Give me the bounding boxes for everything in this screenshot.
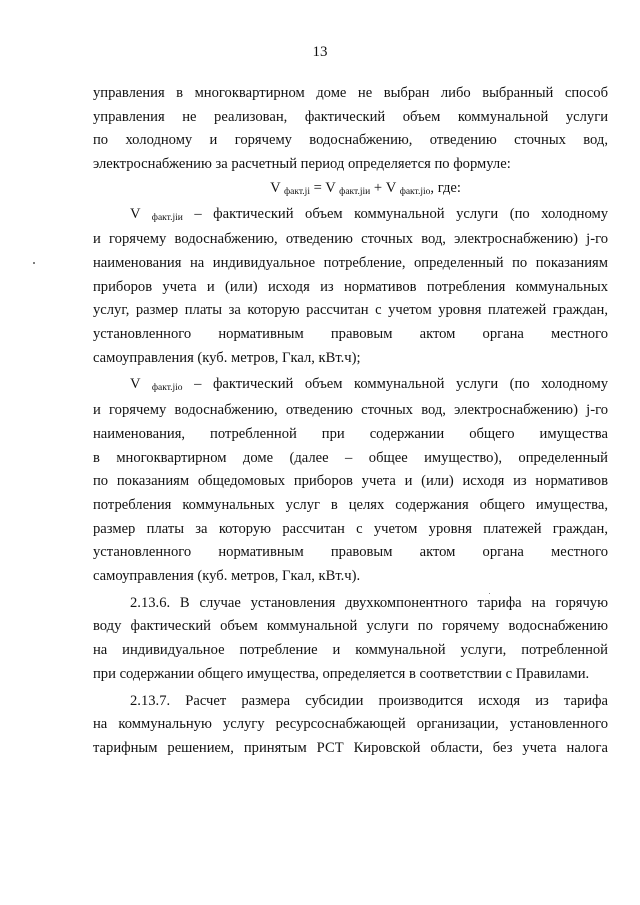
page-number: 13	[312, 44, 328, 60]
text-line: и горячему водоснабжению, отведению сточных вод, электроснабжению) j-го	[93, 402, 608, 419]
text-line: воду фактический объем коммунальной услуги по горячему водоснабжению	[93, 618, 608, 635]
def-sub: факт.jio	[151, 383, 183, 394]
definition-individual	[93, 203, 608, 371]
formula-t1-var: V	[325, 179, 336, 196]
text-line: потребления коммунальных услуг в целях содержания общего имущества,	[93, 496, 608, 513]
text-line: на индивидуальное потребление и коммунальной услуги, потребленной	[93, 642, 608, 659]
text-line: в многоквартирном доме (далее – общее имущество), определенный	[93, 449, 608, 466]
text-line: наименования на индивидуальное потребление, определенный по показаниям	[93, 254, 608, 271]
text-line: размер платы за которую рассчитан с учетом уровня платежей граждан,	[93, 520, 608, 537]
formula-t2-sub: факт.jio	[399, 186, 431, 197]
def-var: V	[130, 376, 141, 393]
text-line: управления не реализован, фактический объем коммунальной услуги	[93, 108, 608, 125]
definition-first-line	[93, 203, 608, 229]
formula-tail: , где:	[430, 179, 461, 196]
formula	[93, 177, 608, 203]
definition-first-line	[93, 373, 608, 399]
formula-lhs-var: V	[270, 179, 281, 196]
formula-t1-sub: факт.jiи	[339, 186, 371, 197]
text-line: приборов учета и (или) исходя из нормативов потребления коммунальных	[93, 278, 608, 295]
document-body	[93, 82, 608, 761]
text-line: по показаниям общедомовых приборов учета и (или) исходя из нормативов	[93, 473, 608, 490]
clause-2-13-7	[93, 690, 608, 761]
def-text: – фактический объем коммунальной услуги (по холодному	[182, 205, 608, 222]
text-line: тарифным решением, принятым РСТ Кировской области, без учета налога	[93, 739, 608, 756]
text-line: самоуправления (куб. метров, Гкал, кВт.ч).	[93, 568, 361, 585]
text-line: 2.13.7. Расчет размера субсидии производится исходя из тарифа	[130, 692, 608, 709]
text-line: при содержании общего имущества, определяется в соответствии с Правилами.	[93, 665, 590, 682]
text-line: электроснабжению за расчетный период определяется по формуле:	[93, 156, 511, 173]
formula-eq: =	[309, 179, 326, 196]
formula-lhs-sub: факт.ji	[284, 186, 310, 197]
text-line: на коммунальную услугу ресурсоснабжающей организации, установленного	[93, 716, 608, 733]
definition-common	[93, 373, 608, 588]
def-text: – фактический объем коммунальной услуги (по холодному	[182, 376, 608, 393]
text-line: 2.13.6. В случае установления двухкомпонентного тарифа на горячую	[130, 594, 608, 611]
text-line: управления в многоквартирном доме не выбран либо выбранный способ	[93, 85, 608, 101]
text-line: и горячему водоснабжению, отведению сточных вод, электроснабжению) j-го	[93, 231, 608, 248]
scan-speck	[33, 262, 35, 264]
formula-plus: +	[370, 179, 386, 196]
def-var: V	[130, 205, 141, 222]
text-line: наименования, потребленной при содержании общего имущества	[93, 425, 608, 442]
scan-speck	[489, 593, 490, 594]
def-sub: факт.jiи	[151, 212, 183, 223]
text-line: установленного нормативным правовым актом органа местного	[93, 326, 608, 343]
text-line: услуг, размер платы за которую рассчитан с учетом уровня платежей граждан,	[93, 302, 608, 319]
clause-2-13-6	[93, 592, 608, 687]
text-line: самоуправления (куб. метров, Гкал, кВт.ч);	[93, 349, 361, 366]
formula-t2-var: V	[385, 179, 397, 196]
intro-paragraph	[93, 82, 608, 177]
text-line: по холодному и горячему водоснабжению, отведению сточных вод,	[93, 132, 608, 149]
text-line: установленного нормативным правовым актом органа местного	[93, 544, 608, 561]
